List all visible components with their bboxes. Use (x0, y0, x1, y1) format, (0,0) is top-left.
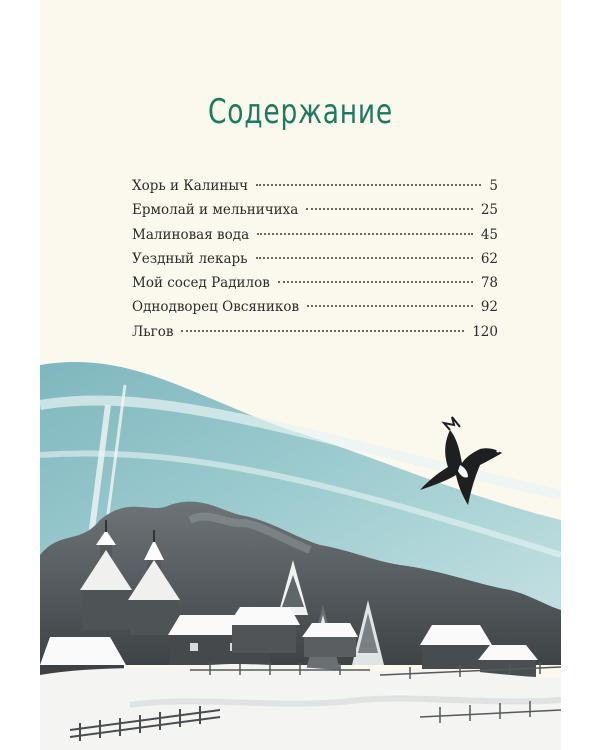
toc-leader-dots (307, 304, 473, 307)
toc-entry-3[interactable] (132, 251, 498, 275)
toc-entry-title: Ермолай и мельничиха (132, 202, 299, 219)
toc-entry-page: 92 (480, 299, 498, 316)
toc-entry-page: 120 (472, 323, 498, 340)
toc-entry-4[interactable] (132, 275, 498, 299)
toc-entry-title: Мой сосед Радилов (132, 275, 270, 292)
book-page (40, 0, 561, 750)
toc-leader-dots (256, 183, 481, 186)
house-icon (228, 607, 300, 653)
toc-entry-2[interactable] (132, 227, 498, 251)
toc-entry-page: 78 (480, 275, 498, 292)
toc-leader-dots (306, 207, 472, 210)
toc-entry-0[interactable] (132, 178, 498, 202)
toc-leader-dots (278, 280, 473, 283)
toc-entry-5[interactable] (132, 299, 498, 323)
house-icon (302, 623, 358, 657)
table-of-contents (132, 178, 498, 348)
toc-entry-title: Хорь и Калиныч (132, 178, 249, 194)
toc-entry-title: Малиновая вода (132, 226, 250, 243)
toc-entry-page: 62 (480, 250, 498, 267)
toc-entry-1[interactable] (132, 202, 498, 226)
toc-leader-dots (181, 329, 464, 332)
snow-ground (40, 664, 561, 750)
toc-leader-dots (257, 232, 473, 235)
toc-entry-title: Однодворец Овсяников (132, 299, 300, 316)
toc-leader-dots (256, 256, 473, 259)
page-title: Содержание (207, 92, 394, 132)
toc-entry-page: 25 (480, 202, 498, 219)
toc-entry-page: 5 (489, 178, 498, 194)
snow-shadow (130, 699, 561, 705)
winter-village-illustration (40, 345, 561, 750)
toc-entry-page: 45 (480, 226, 498, 243)
toc-entry-title: Льгов (132, 323, 174, 340)
toc-entry-title: Уездный лекарь (132, 250, 248, 267)
